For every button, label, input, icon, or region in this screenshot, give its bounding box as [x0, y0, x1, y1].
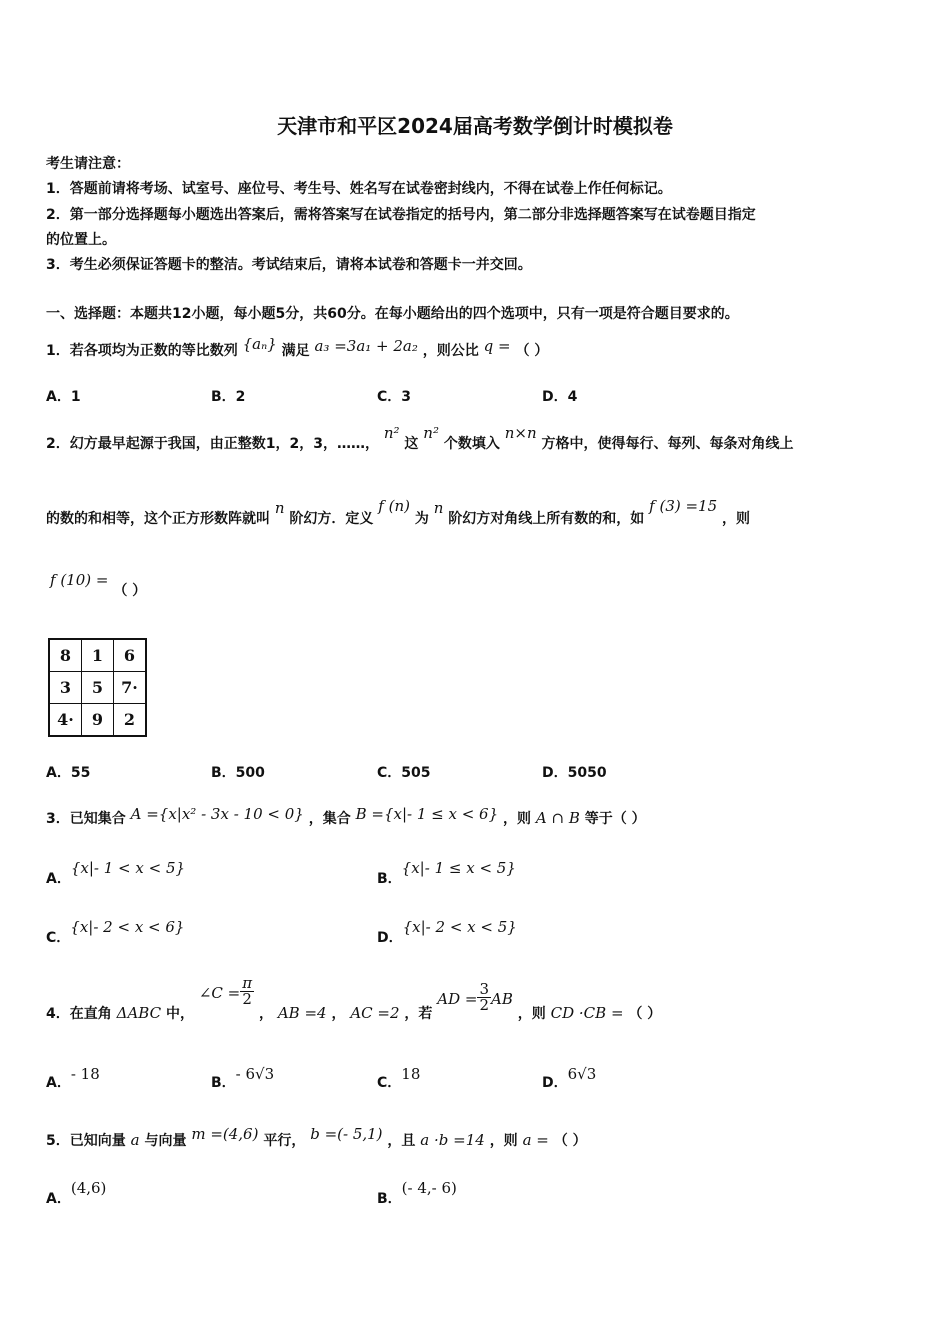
- q3-math-set-a: A ={x|x² - 3x - 10 < 0}: [130, 805, 304, 823]
- q3-option-a-value: {x|- 1 < x < 5}: [70, 859, 186, 877]
- question-2-line-3: [50, 570, 147, 599]
- q4-text-7: （ ）: [628, 1005, 662, 1022]
- notice-item-1: 1．答题前请将考场、试室号、座位号、考生号、姓名写在试卷密封线内，不得在试卷上作任何标记。: [46, 181, 672, 197]
- q5-text-2: 与向量: [144, 1133, 187, 1149]
- notice-item-2: 2．第一部分选择题每小题选出答案后，需将答案写在试卷指定的括号内，第二部分非选择题答案写在试卷题目指定: [46, 207, 756, 223]
- q4-math-ac: AC =2: [350, 1003, 400, 1022]
- q4-option-b-label: B．: [211, 1075, 236, 1091]
- q1-option-d: D．4: [542, 389, 578, 405]
- q4-math-angle: ∠C =: [198, 983, 241, 1002]
- q4-math-ad: AD =: [437, 989, 478, 1008]
- magic-square-grid: [48, 638, 147, 737]
- grid-cell: 3: [49, 672, 82, 704]
- grid-cell: 5: [82, 672, 114, 704]
- q4-option-d-value: 6√3: [567, 1065, 597, 1083]
- q5-math-a: a: [130, 1131, 140, 1149]
- q3-math-set-b: B ={x|- 1 ≤ x < 6}: [355, 805, 499, 823]
- q4-fraction-angle-den: 2: [242, 990, 252, 1008]
- grid-cell: 1: [82, 639, 114, 672]
- q2-math-fn: f (n): [378, 497, 410, 515]
- q2-text-10: （ ）: [113, 583, 147, 599]
- notice-heading: 考生请注意：: [46, 156, 130, 172]
- q2-math-f10: f (10) =: [50, 571, 109, 589]
- grid-cell: 7·: [114, 672, 147, 704]
- q1-text-3: ，则公比: [422, 343, 479, 359]
- q2-text-2: 这: [404, 436, 419, 452]
- q2-option-c: C．505: [377, 765, 431, 781]
- q4-text-5: ，若: [404, 1005, 433, 1022]
- q3-option-d: [377, 917, 517, 946]
- q5-math-a-eq: a =: [522, 1131, 549, 1149]
- q5-option-b-label: B．: [377, 1191, 402, 1207]
- q2-math-nxn: n×n: [504, 424, 537, 442]
- q5-math-b: b =(- 5,1): [310, 1125, 383, 1143]
- q3-option-a: [46, 858, 186, 887]
- q5-option-b: [377, 1178, 457, 1207]
- q5-math-dot: a ·b =14: [420, 1131, 485, 1149]
- q4-math-triangle: ΔABC: [116, 1003, 162, 1022]
- q2-text-9: ，则: [722, 511, 751, 527]
- q5-math-m: m =(4,6): [191, 1125, 259, 1143]
- q4-math-ab-vec: AB: [491, 989, 513, 1008]
- q4-text-6: ，则: [517, 1005, 546, 1022]
- q2-text-7: 为: [414, 511, 429, 527]
- question-3: [46, 805, 646, 828]
- q1-math-ratio: q =: [483, 337, 511, 355]
- q3-text-1: 3．已知集合: [46, 811, 126, 827]
- page-title: 天津市和平区2024届高考数学倒计时模拟卷: [277, 114, 673, 138]
- question-1: [46, 335, 549, 360]
- q5-text-4: ，且: [387, 1133, 416, 1149]
- q3-option-c: [46, 917, 185, 946]
- grid-cell: 8: [49, 639, 82, 672]
- section-heading: 一、选择题：本题共12小题，每小题5分，共60分。在每小题给出的四个选项中，只有一项是符合题目要求的。: [46, 306, 739, 322]
- q4-option-a-label: A．: [46, 1075, 71, 1091]
- q4-option-a: [46, 1064, 100, 1091]
- q4-option-b: [211, 1064, 275, 1091]
- q5-text-6: （ ）: [553, 1133, 587, 1149]
- grid-cell: 6: [114, 639, 147, 672]
- grid-cell: 9: [82, 704, 114, 737]
- q1-option-b: B．2: [211, 389, 246, 405]
- q4-text-2: 中，: [165, 1005, 194, 1022]
- q4-fraction-ad-den: 2: [479, 996, 490, 1014]
- q4-option-a-value: - 18: [70, 1065, 100, 1083]
- q1-option-c: C．3: [377, 389, 412, 405]
- grid-cell: 4·: [49, 704, 82, 737]
- q4-math-ab: AB =4: [277, 1003, 327, 1022]
- q4-option-b-value: - 6√3: [235, 1065, 275, 1083]
- q2-math-n2-b: n²: [423, 424, 439, 442]
- q3-text-3: ，则: [503, 811, 532, 827]
- question-2-line-2: [46, 497, 751, 528]
- grid-cell: 2: [114, 704, 147, 737]
- q4-fraction-ad-num: 3: [479, 980, 490, 998]
- q2-text-8: 阶幻方对角线上所有数的和，如: [448, 511, 645, 527]
- q3-math-intersection: A ∩ B: [535, 809, 580, 827]
- q4-fraction-ad: [477, 982, 491, 1013]
- notice-item-3: 3．考生必须保证答题卡的整洁。考试结束后，请将本试卷和答题卡一并交回。: [46, 257, 532, 273]
- q4-option-c-value: 18: [401, 1065, 421, 1083]
- q1-option-a: A．1: [46, 389, 81, 405]
- q5-option-a: [46, 1178, 107, 1207]
- question-2-line-1: [46, 424, 794, 453]
- question-5: [46, 1124, 587, 1149]
- question-4: [46, 974, 662, 1022]
- q2-math-n-b: n: [433, 499, 444, 517]
- q4-text-1: 4．在直角: [46, 1005, 112, 1022]
- q4-fraction-angle: [240, 976, 254, 1007]
- q4-option-c: [377, 1064, 421, 1091]
- q4-text-4: ，: [331, 1005, 346, 1022]
- q1-math-sequence: {aₙ}: [242, 335, 277, 353]
- q5-option-b-value: (- 4,- 6): [401, 1179, 457, 1197]
- q2-math-f3: f (3) =15: [649, 497, 718, 515]
- q2-math-n-a: n: [274, 499, 285, 517]
- q1-text-1: 1．若各项均为正数的等比数列: [46, 343, 238, 359]
- q1-text-2: 满足: [281, 343, 310, 359]
- q3-option-a-label: A．: [46, 871, 71, 887]
- q4-text-3: ，: [258, 1005, 273, 1022]
- q3-option-b-label: B．: [377, 871, 402, 887]
- q2-option-d: D．5050: [542, 765, 607, 781]
- q5-text-5: ，则: [489, 1133, 518, 1149]
- q4-option-c-label: C．: [377, 1075, 402, 1091]
- q5-text-3: 平行，: [263, 1133, 306, 1149]
- q2-text-6: 阶幻方．定义: [289, 511, 374, 527]
- q2-text-1: 2．幻方最早起源于我国，由正整数1，2，3，……，: [46, 436, 379, 452]
- q3-option-b: [377, 858, 516, 887]
- q5-text-1: 5．已知向量: [46, 1133, 126, 1149]
- q2-option-a: A．55: [46, 765, 91, 781]
- q3-option-b-value: {x|- 1 ≤ x < 5}: [401, 859, 516, 877]
- q1-text-4: （ ）: [515, 343, 549, 359]
- q2-text-4: 方格中，使得每行、每列、每条对角线上: [541, 436, 794, 452]
- q2-text-5: 的数的和相等，这个正方形数阵就叫: [46, 511, 270, 527]
- q3-option-d-label: D．: [377, 930, 403, 946]
- q4-math-dot: CD ·CB =: [550, 1003, 624, 1022]
- q2-text-3: 个数填入: [443, 436, 500, 452]
- q4-option-d-label: D．: [542, 1075, 568, 1091]
- q4-option-d: [542, 1064, 597, 1091]
- notice-item-2-cont: 的位置上。: [46, 232, 116, 248]
- q2-option-b: B．500: [211, 765, 265, 781]
- q4-fraction-angle-num: π: [242, 974, 253, 992]
- q5-option-a-value: (4,6): [70, 1179, 107, 1197]
- q3-text-2: ，集合: [308, 811, 351, 827]
- q5-option-a-label: A．: [46, 1191, 71, 1207]
- q3-option-c-label: C．: [46, 930, 71, 946]
- q1-math-condition: a₃ =3a₁ + 2a₂: [314, 337, 418, 355]
- q2-math-n2-a: n²: [383, 424, 400, 442]
- q3-option-d-value: {x|- 2 < x < 5}: [402, 918, 517, 936]
- q3-text-4: 等于（ ）: [584, 811, 646, 827]
- q3-option-c-value: {x|- 2 < x < 6}: [70, 918, 185, 936]
